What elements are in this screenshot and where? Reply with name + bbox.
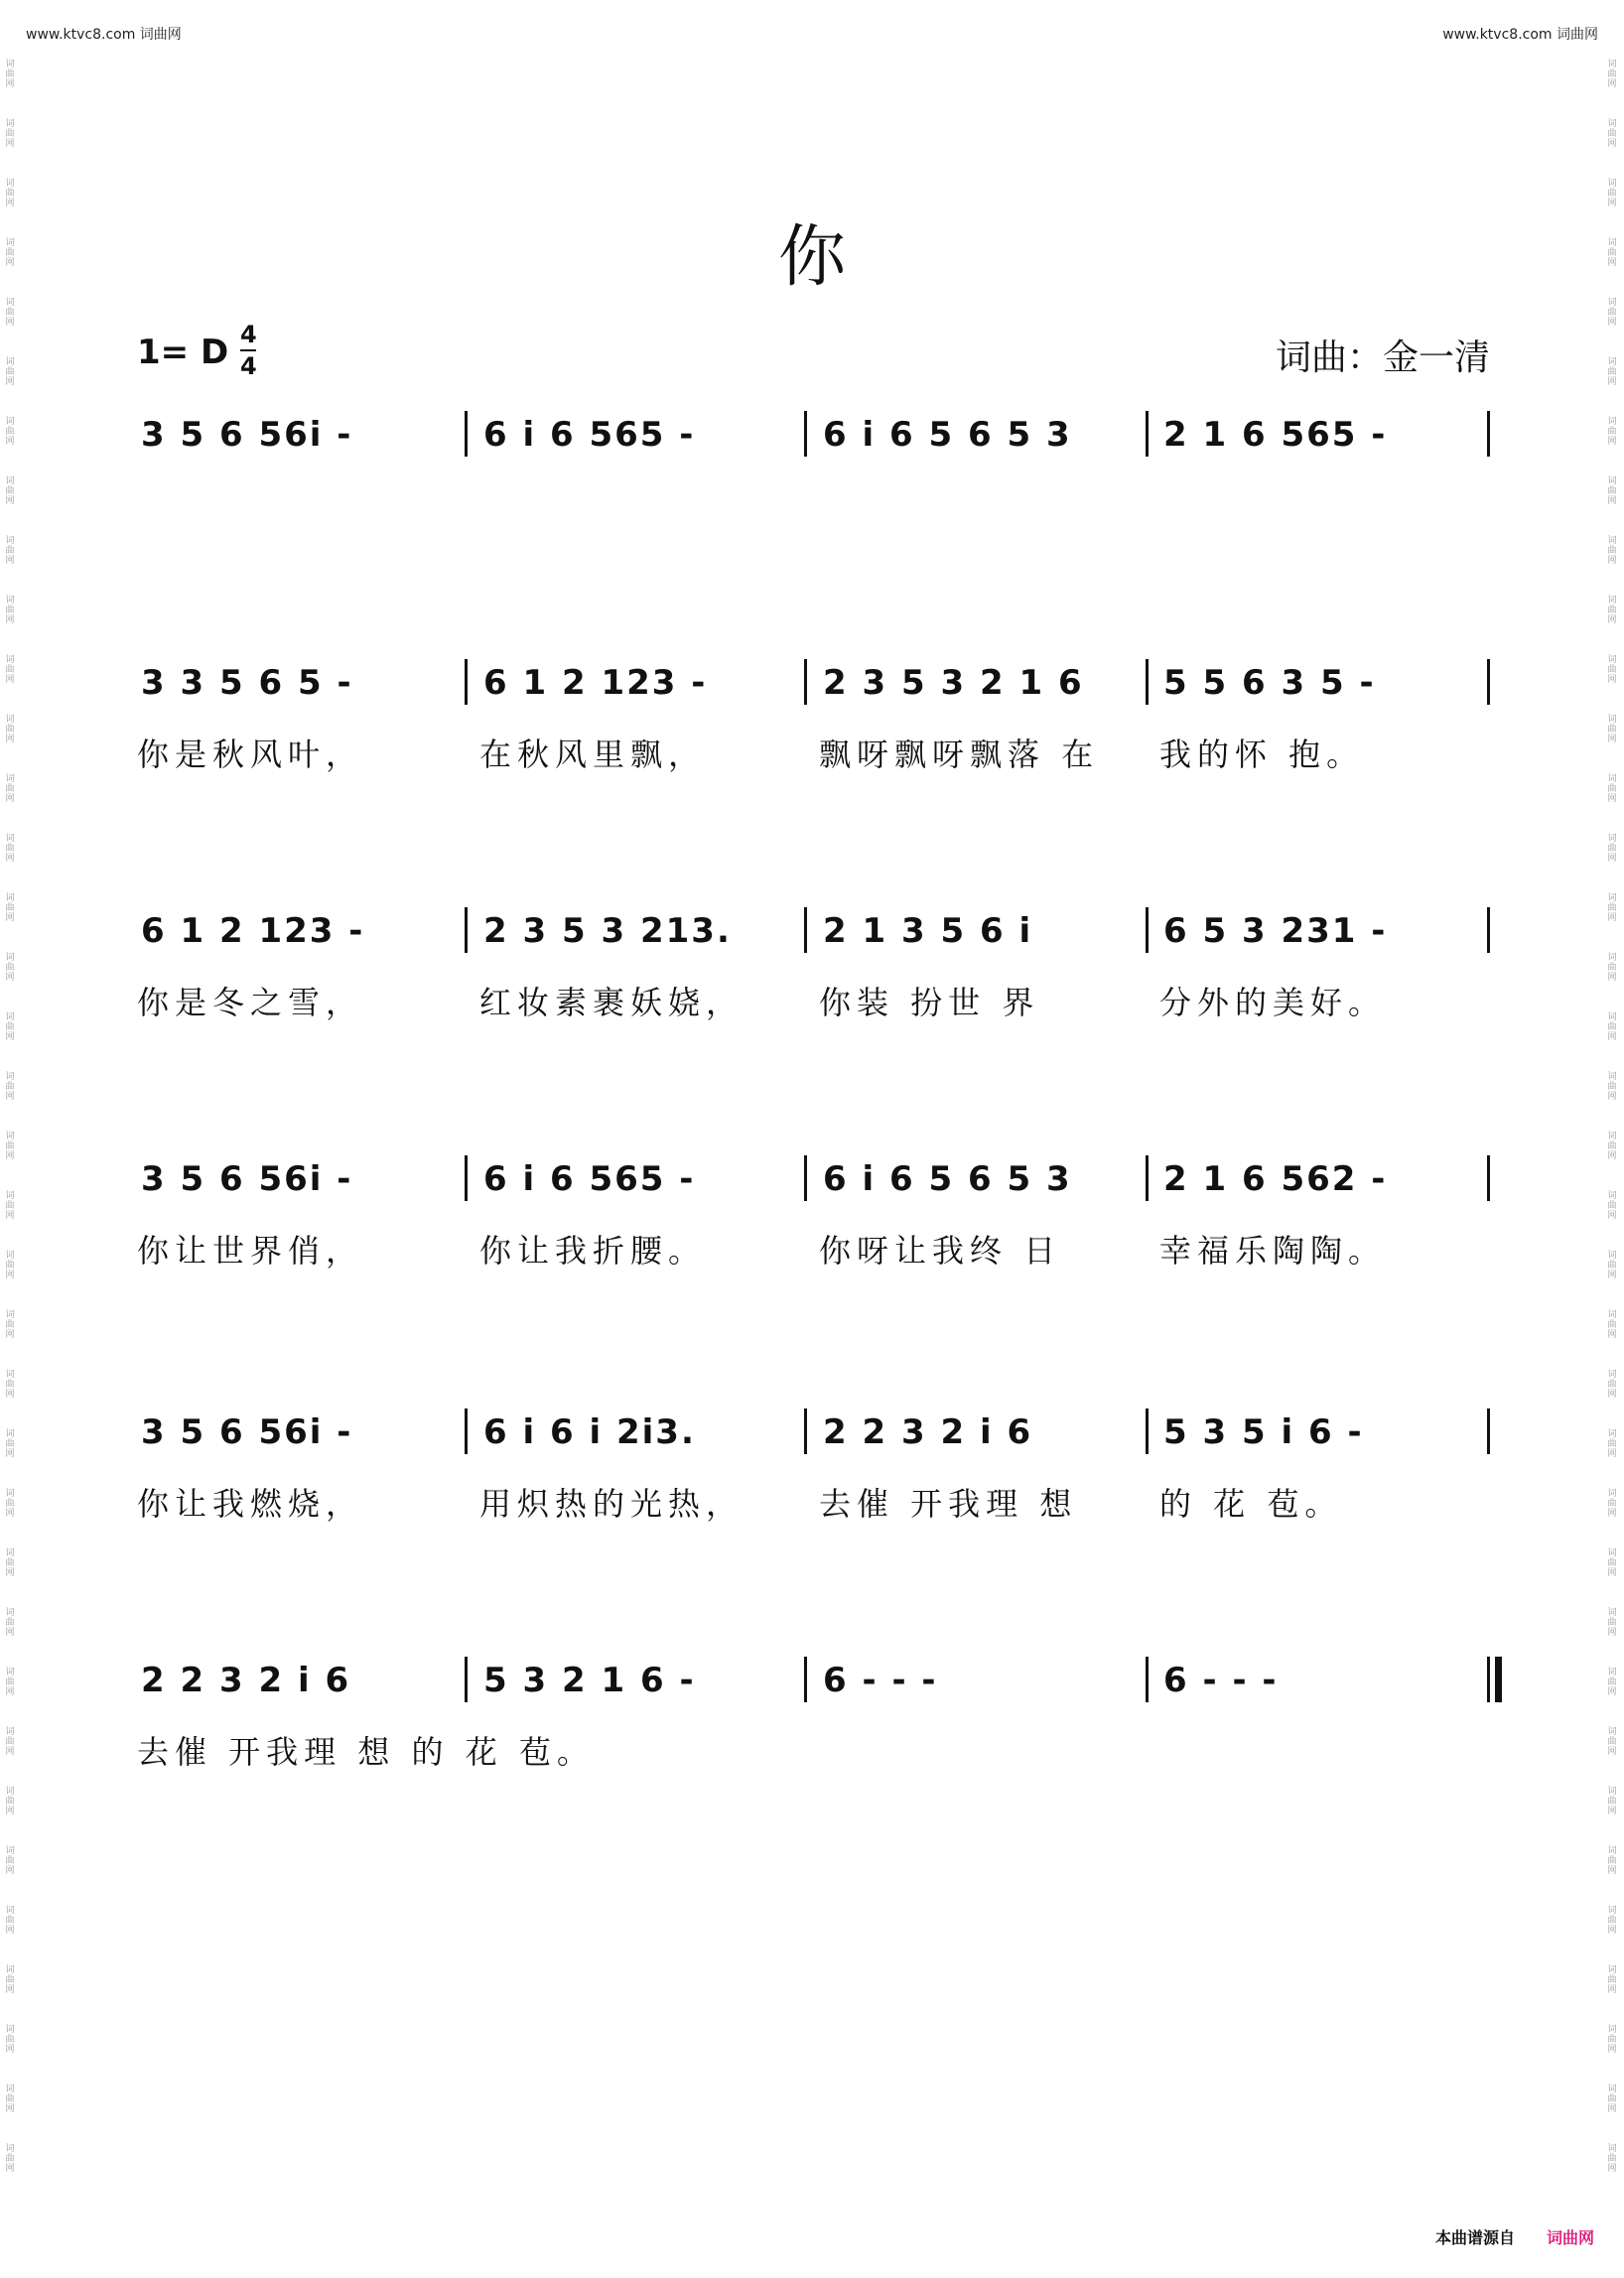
measure-notes: 6 5 3 231 - (1163, 911, 1388, 951)
measure-notes: 2 2 3 2 i 6 (823, 1412, 1033, 1452)
lyric-segment: 你是冬之雪， (137, 984, 364, 1021)
header-right-site[interactable]: www.ktvc8.com 词曲网 (1442, 27, 1598, 43)
notation-line (137, 655, 1497, 715)
measure-notes: 5 3 5 i 6 - (1163, 1412, 1364, 1452)
lyrics-line (137, 1727, 1497, 1777)
barline (465, 907, 468, 953)
lyric-segment: 红妆素裹妖娆， (479, 984, 744, 1021)
barline (465, 411, 468, 457)
barline (804, 1408, 807, 1454)
notation-line (137, 1151, 1497, 1211)
measure-notes: 3 5 6 56i - (141, 415, 353, 455)
footer-site-link[interactable]: 词曲网 (1546, 2228, 1594, 2247)
lyrics-line (137, 1226, 1497, 1275)
lyrics-line (137, 730, 1497, 779)
notation-line (137, 1405, 1497, 1464)
song-title: 你 (777, 218, 846, 297)
measure-notes: 3 5 6 56i - (141, 1159, 353, 1199)
measure-notes: 6 1 2 123 - (483, 663, 708, 703)
measure-notes: 6 i 6 5 6 5 3 (823, 1159, 1072, 1199)
composer-credit: 词曲：金一清 (1275, 337, 1490, 378)
lyric-segment: 去催 开我理 想 (819, 1485, 1078, 1523)
measure-notes: 5 5 6 3 5 - (1163, 663, 1376, 703)
lyric-segment: 你让我燃烧， (137, 1485, 364, 1523)
measure-notes: 2 2 3 2 i 6 (141, 1661, 351, 1700)
lyric-segment: 我的怀 抱。 (1159, 736, 1365, 773)
measure-notes: 3 5 6 56i - (141, 1412, 353, 1452)
lyric-segment: 你装 扮世 界 (819, 984, 1040, 1021)
lyric-segment: 飘呀飘呀飘落 在 (819, 736, 1100, 773)
header-left-site[interactable]: www.ktvc8.com 词曲网 (26, 27, 182, 43)
barline (804, 907, 807, 953)
barline (1146, 659, 1149, 705)
lyric-segment: 的 花 苞。 (1159, 1485, 1343, 1523)
measure-notes: 2 1 3 5 6 i (823, 911, 1033, 951)
barline (1487, 411, 1490, 457)
lyric-segment: 你呀让我终 日 (819, 1232, 1062, 1270)
barline (1146, 1408, 1149, 1454)
measure-notes: 3 3 5 6 5 - (141, 663, 353, 703)
barline (1146, 1155, 1149, 1201)
lyric-segment: 你让世界俏， (137, 1232, 364, 1270)
barline (1487, 659, 1490, 705)
barline (465, 1155, 468, 1201)
lyric-segment: 在秋风里飘， (479, 736, 707, 773)
lyric-segment: 你是秋风叶， (137, 736, 364, 773)
barline (1146, 411, 1149, 457)
lyrics-line (137, 1479, 1497, 1529)
barline (1487, 1155, 1490, 1201)
key-signature: 1= D (137, 333, 229, 372)
measure-notes: 6 i 6 i 2i3. (483, 1412, 696, 1452)
barline (804, 1657, 807, 1702)
measure-notes: 6 i 6 565 - (483, 1159, 696, 1199)
lyric-segment: 分外的美好。 (1159, 984, 1387, 1021)
barline (1146, 907, 1149, 953)
time-signature-bottom: 4 (240, 352, 257, 380)
barline (465, 1657, 468, 1702)
notation-line (137, 1653, 1497, 1712)
lyrics-line (137, 481, 1497, 531)
measure-notes: 6 i 6 5 6 5 3 (823, 415, 1072, 455)
measure-notes: 2 3 5 3 2 1 6 (823, 663, 1084, 703)
side-watermark-right: 词曲网 词曲网 词曲网 词曲网 词曲网 词曲网 词曲网 词曲网 词曲网 词曲网 词曲网 词曲网 词曲网 词曲网 词曲网 词曲网 词曲网 词曲网 词曲网 词曲网 词曲网 词曲网 词曲网 词曲网 词曲网 词曲网 词曲网 词曲网 词曲网 词曲网 词曲网 词曲网 词曲网 词曲网 词曲网 词曲网 (1607, 60, 1617, 2174)
barline (1487, 1408, 1490, 1454)
time-signature-top: 4 (240, 321, 257, 348)
measure-notes: 6 1 2 123 - (141, 911, 365, 951)
lyric-segment: 用炽热的光热， (479, 1485, 744, 1523)
measure-notes: 2 1 6 565 - (1163, 415, 1388, 455)
measure-notes: 2 1 6 562 - (1163, 1159, 1388, 1199)
lyric-segment: 幸福乐陶陶。 (1159, 1232, 1387, 1270)
barline (804, 659, 807, 705)
barline (465, 1408, 468, 1454)
footer-source-label: 本曲谱源自 (1434, 2228, 1515, 2247)
time-signature (240, 320, 257, 381)
barline (1146, 1657, 1149, 1702)
barline (804, 1155, 807, 1201)
barline (804, 411, 807, 457)
notation-line (137, 903, 1497, 963)
measure-notes: 6 - - - (1163, 1661, 1279, 1700)
notation-line (137, 407, 1497, 467)
barline (1487, 907, 1490, 953)
side-watermark-left: 词曲网 词曲网 词曲网 词曲网 词曲网 词曲网 词曲网 词曲网 词曲网 词曲网 词曲网 词曲网 词曲网 词曲网 词曲网 词曲网 词曲网 词曲网 词曲网 词曲网 词曲网 词曲网 词曲网 词曲网 词曲网 词曲网 词曲网 词曲网 词曲网 词曲网 词曲网 词曲网 词曲网 词曲网 词曲网 词曲网 (5, 60, 15, 2174)
lyric-segment: 去催 开我理 想 的 花 苞。 (137, 1733, 595, 1771)
lyrics-line (137, 978, 1497, 1027)
barline (465, 659, 468, 705)
measure-notes: 5 3 2 1 6 - (483, 1661, 696, 1700)
final-barline (1487, 1657, 1490, 1702)
measure-notes: 2 3 5 3 213. (483, 911, 732, 951)
measure-notes: 6 i 6 565 - (483, 415, 696, 455)
measure-notes: 6 - - - (823, 1661, 938, 1700)
lyric-segment: 你让我折腰。 (479, 1232, 707, 1270)
